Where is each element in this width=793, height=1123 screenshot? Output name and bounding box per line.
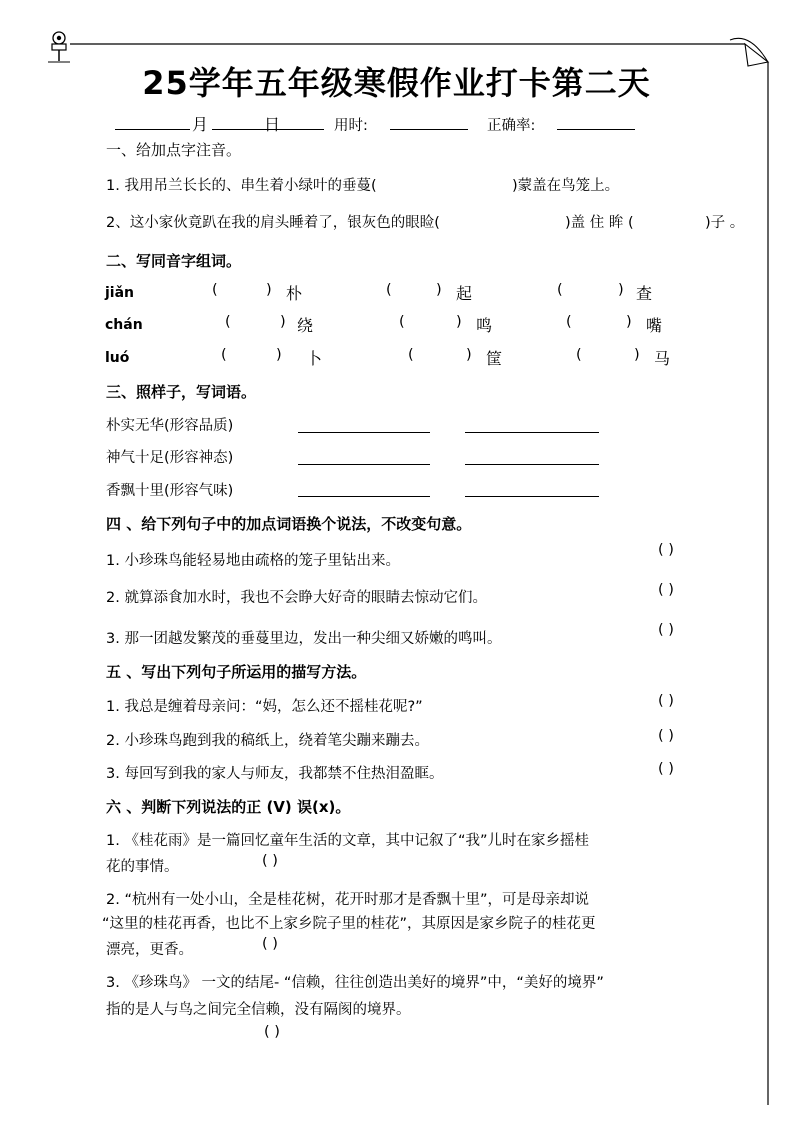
section-3-heading: 三、照样子，写词语。 xyxy=(106,383,257,401)
sec1-q2-mid: )盖 住 眸 ( xyxy=(565,215,634,231)
example-word: 朴实无华(形容品质) xyxy=(106,418,234,434)
paren-close: ) xyxy=(618,282,624,298)
char: 绕 xyxy=(297,316,314,335)
paren-open: ( xyxy=(386,282,392,298)
paren-close: ) xyxy=(276,347,282,363)
answer-paren[interactable]: ( ) xyxy=(658,622,674,638)
pinyin-chan: chán xyxy=(105,317,143,333)
pinyin-jian: jiǎn xyxy=(105,285,135,301)
sec6-q3-line: 3. 《珍珠鸟》 一文的结尾- “信赖，往往创造出美好的境界”中，“美好的境界” xyxy=(106,975,604,991)
paren-open: ( xyxy=(399,314,405,330)
section-2-heading: 二、写同音字组词。 xyxy=(106,252,242,270)
sec1-q2-before: 2、这小家伙竟趴在我的肩头睡着了，银灰色的眼睑( xyxy=(106,215,440,231)
answer-paren[interactable]: ( ) xyxy=(264,1024,280,1040)
section-5-heading: 五 、写出下列句子所运用的描写方法。 xyxy=(106,663,367,681)
time-label: 用时: xyxy=(334,118,368,134)
sec6-q1-line: 1. 《桂花雨》是一篇回忆童年生活的文章，其中记叙了“我”儿时在家乡摇桂 xyxy=(106,833,589,849)
sec5-item: 3. 每回写到我的家人与师友，我都禁不住热泪盈眶。 xyxy=(106,766,444,782)
example-word: 香飘十里(形容气味) xyxy=(106,483,234,499)
month-label: 月 xyxy=(192,115,209,134)
answer-paren[interactable]: ( ) xyxy=(658,761,674,777)
paren-open: ( xyxy=(557,282,563,298)
answer-blank[interactable] xyxy=(298,432,430,433)
char: 马 xyxy=(654,349,671,368)
paren-open: ( xyxy=(576,347,582,363)
sec6-q1-line: 花的事情。 xyxy=(106,859,179,875)
sec6-q2-line: 2. “杭州有一处小山，全是桂花树，花开时那才是香飘十里”，可是母亲却说 xyxy=(106,892,589,908)
char: 查 xyxy=(636,284,653,303)
pinyin-luo: luó xyxy=(105,350,130,366)
sec6-q3-line: 指的是人与鸟之间完全信赖，没有隔阂的境界。 xyxy=(106,1002,411,1018)
char: 鸣 xyxy=(476,316,493,335)
char: 嘴 xyxy=(646,316,663,335)
answer-paren[interactable]: ( ) xyxy=(262,853,278,869)
char: 朴 xyxy=(286,284,303,303)
sec5-item: 2. 小珍珠鸟跑到我的稿纸上，绕着笔尖蹦来蹦去。 xyxy=(106,733,429,749)
answer-paren[interactable]: ( ) xyxy=(658,728,674,744)
paren-close: ) xyxy=(456,314,462,330)
answer-paren[interactable]: ( ) xyxy=(658,582,674,598)
paren-open: ( xyxy=(566,314,572,330)
time-blank[interactable] xyxy=(390,129,468,130)
section-4-heading: 四 、给下列句子中的加点词语换个说法，不改变句意。 xyxy=(106,515,472,533)
sec5-item: 1. 我总是缠着母亲问：“妈，怎么还不摇桂花呢?” xyxy=(106,699,423,715)
answer-paren[interactable]: ( ) xyxy=(658,693,674,709)
paren-close: ) xyxy=(280,314,286,330)
example-word: 神气十足(形容神态) xyxy=(106,450,234,466)
answer-paren[interactable]: ( ) xyxy=(262,936,278,952)
paren-open: ( xyxy=(212,282,218,298)
answer-blank[interactable] xyxy=(465,496,599,497)
answer-blank[interactable] xyxy=(298,496,430,497)
sec4-item: 1. 小珍珠鸟能轻易地由疏格的笼子里钻出来。 xyxy=(106,553,400,569)
paren-close: ) xyxy=(266,282,272,298)
paren-close: ) xyxy=(436,282,442,298)
paren-open: ( xyxy=(225,314,231,330)
char: 卜 xyxy=(306,349,323,368)
sec4-item: 3. 那一团越发繁茂的垂蔓里边，发出一种尖细又娇嫩的鸣叫。 xyxy=(106,631,502,647)
section-6-heading: 六 、判断下列说法的正 (V) 误(x)。 xyxy=(106,798,351,816)
char: 筐 xyxy=(486,349,503,368)
paren-close: ) xyxy=(626,314,632,330)
answer-blank[interactable] xyxy=(465,464,599,465)
paren-open: ( xyxy=(221,347,227,363)
sec6-q2-line: 漂亮，更香。 xyxy=(106,942,193,958)
sec4-item: 2. 就算添食加水时，我也不会睁大好奇的眼睛去惊动它们。 xyxy=(106,590,487,606)
sec1-q2-after: )子 。 xyxy=(705,215,745,231)
sec6-q2-line: “这里的桂花再香，也比不上家乡院子里的桂花”，其原因是家乡院子的桂花更 xyxy=(102,916,596,932)
section-1-heading: 一、给加点字注音。 xyxy=(106,141,242,159)
accuracy-label: 正确率: xyxy=(487,118,536,134)
page-title: 25学年五年级寒假作业打卡第二天 xyxy=(142,64,651,102)
sec1-q1-before: 1. 我用吊兰长长的、串生着小绿叶的垂蔓( xyxy=(106,178,377,194)
day-label: 日 xyxy=(264,115,281,134)
paren-open: ( xyxy=(408,347,414,363)
answer-paren[interactable]: ( ) xyxy=(658,542,674,558)
paren-close: ) xyxy=(634,347,640,363)
sec1-q1-after: )蒙盖在鸟笼上。 xyxy=(512,178,620,194)
accuracy-blank[interactable] xyxy=(557,129,635,130)
answer-blank[interactable] xyxy=(298,464,430,465)
paren-close: ) xyxy=(466,347,472,363)
char: 起 xyxy=(456,284,473,303)
answer-blank[interactable] xyxy=(465,432,599,433)
month-blank[interactable] xyxy=(115,129,190,130)
